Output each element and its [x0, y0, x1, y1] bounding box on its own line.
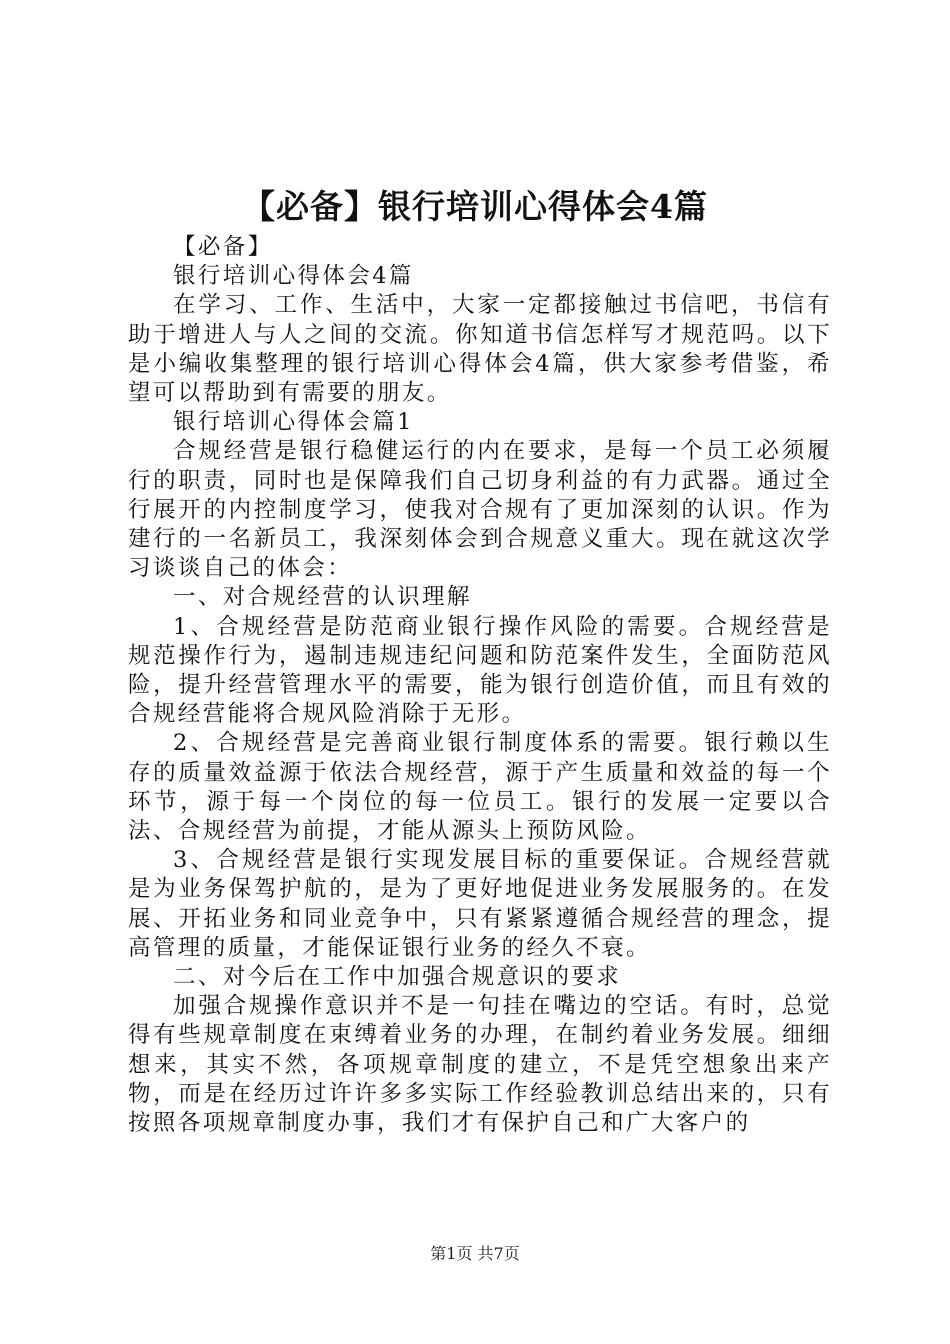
- paragraph-requirements: 加强合规操作意识并不是一句挂在嘴边的空话。有时，总觉得有些规章制度在束缚着业务的办理，在制约着业务发展。细细想来，其实不然，各项规章制度的建立，不是凭空想象出来产物，而是在经历过许许多多实际工作经验教训总结出来的，只有按照各项规章制度办事，我们才有保护自己和广大客户的: [128, 993, 832, 1137]
- paragraph-intro: 在学习、工作、生活中，大家一定都接触过书信吧，书信有助于增进人与人之间的交流。你知道书信怎样写才规范吗。以下是小编收集整理的银行培训心得体会4篇，供大家参考借鉴，希望可以帮助到有需要的朋友。: [128, 292, 832, 407]
- paragraph-point-3: 3、合规经营是银行实现发展目标的重要保证。合规经营就是为业务保驾护航的，是为了更好地促进业务发展服务的。在发展、开拓业务和同业竞争中，只有紧紧遵循合规经营的理念，提高管理的质量，才能保证银行业务的经久不衰。: [128, 847, 832, 961]
- paragraph-article-1-intro: 合规经营是银行稳健运行的内在要求，是每一个员工必须履行的职责，同时也是保障我们自己切身利益的有力武器。通过全行展开的内控制度学习，使我对合规有了更加深刻的认识。作为建行的一名新员工，我深刻体会到合规意义重大。现在就这次学习谈谈自己的体会：: [128, 438, 832, 582]
- paragraph-subtitle: 银行培训心得体会4篇: [173, 263, 414, 290]
- section-heading-article-1: 银行培训心得体会篇1: [173, 409, 414, 436]
- section-heading-understanding: 一、对合规经营的认识理解: [173, 584, 472, 611]
- document-body: [128, 233, 832, 1138]
- paragraph-tag: 【必备】: [173, 234, 273, 260]
- section-heading-requirements: 二、对今后在工作中加强合规意识的要求: [173, 964, 622, 991]
- document-title: 【必备】银行培训心得体会4篇: [242, 187, 708, 226]
- page-number-footer: 第1页 共7页: [430, 1244, 520, 1263]
- paragraph-point-2: 2、合规经营是完善商业银行制度体系的需要。银行赖以生存的质量效益源于依法合规经营，源于产生质量和效益的每一个环节，源于每一个岗位的每一位员工。银行的发展一定要以合法、合规经营为前提，才能从源头上预防风险。: [128, 730, 832, 845]
- paragraph-point-1: 1、合规经营是防范商业银行操作风险的需要。合规经营是规范操作行为，遏制违规违纪问题和防范案件发生，全面防范风险，提升经营管理水平的需要，能为银行创造价值，而且有效的合规经营能将合规风险消除于无形。: [128, 613, 832, 728]
